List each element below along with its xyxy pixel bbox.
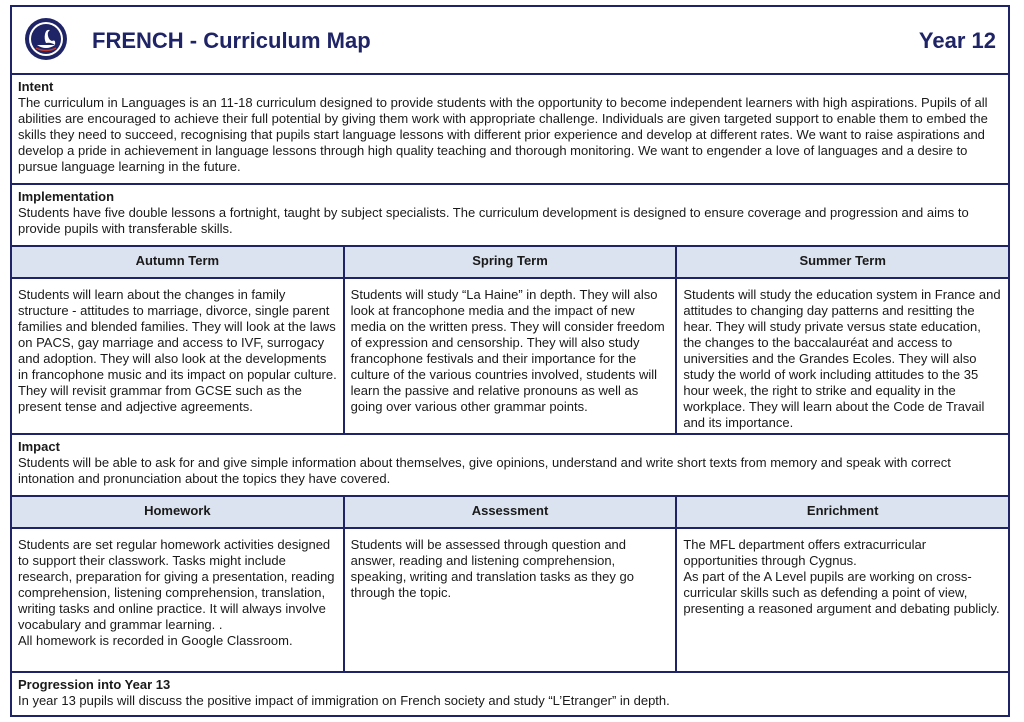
impact-heading: Impact [18, 439, 60, 454]
spring-term-heading: Spring Term [345, 247, 676, 279]
enrichment-heading: Enrichment [677, 497, 1008, 529]
summer-term-heading: Summer Term [677, 247, 1008, 279]
spring-term-text: Students will study “La Haine” in depth. They will also look at francophone media and the impact of new media on the written press. They will consider freedom of expression and censorship. They will also study francophone festivals and their importance for the culture of the various countries involved, students will learn the passive and relative pronouns as well as going over various other grammar points. [350, 287, 665, 414]
assessment-column [345, 497, 678, 671]
swan-logo-icon [24, 17, 68, 61]
intent-text: The curriculum in Languages is an 11-18 curriculum designed to provide students with the opportunity to become independent learners with high aspirations. Pupils of all abilities are encouraged to achieve their full potential by giving them work with appropriate challenge. Individuals are given targeted support to enable them to embed the skills they need to succeed, recognising that pupils start language lessons with different prior experience and develop at different rates. We want to raise aspirations and develop a pride in achievement in language lessons through high quality teaching and thorough monitoring. We want to engender a love of languages and a desire to pursue language learning in the future. [18, 95, 988, 174]
homework-heading: Homework [12, 497, 343, 529]
assessment-text: Students will be assessed through question and answer, reading and listening comprehension, speaking, writing and translation tasks as they go through the topic. [350, 537, 634, 600]
details-section [12, 497, 1008, 673]
impact-text: Students will be able to ask for and give simple information about themselves, give opinions, understand and write short texts from memory and speak with correct intonation and pronunciation about the topics they have covered. [18, 455, 951, 486]
implementation-section [12, 185, 1008, 247]
curriculum-map [10, 5, 1010, 717]
assessment-heading: Assessment [345, 497, 676, 529]
summer-term-text: Students will study the education system in France and attitudes to changing day patterns and resitting the hear. They will study private versus state education, the changes to the baccalauréat and access to universities and the Grandes Ecoles. They will also study the world of work including attitudes to the 35 hour week, the right to strike and equality in the workplace. They will learn about the Code de Travail and its importance. [683, 287, 1001, 430]
spring-term-column [345, 247, 678, 433]
terms-section [12, 247, 1008, 435]
intent-section [12, 75, 1008, 185]
homework-text: Students are set regular homework activities designed to support their classwork. Tasks might include research, preparation for giving a presentation, reading comprehension, listening comprehension, translation, writing tasks and online practice. It will always involve vocabulary and grammar learning. . All homework is recorded in Google Classroom. [18, 537, 335, 648]
impact-section [12, 435, 1008, 497]
autumn-term-heading: Autumn Term [12, 247, 343, 279]
page-title: FRENCH - Curriculum Map [92, 28, 371, 53]
homework-column [12, 497, 345, 671]
progression-heading: Progression into Year 13 [18, 677, 171, 692]
enrichment-text: The MFL department offers extracurricular opportunities through Cygnus. As part of the A Level pupils are working on cross-curricular skills such as defending a point of view, presenting a reasoned argument and debating publicly. [683, 537, 1000, 616]
intent-heading: Intent [18, 79, 54, 94]
progression-section [12, 673, 1008, 715]
enrichment-column [677, 497, 1008, 671]
progression-text: In year 13 pupils will discuss the positive impact of immigration on French society and study “L’Etranger” in depth. [18, 693, 670, 708]
autumn-term-text: Students will learn about the changes in family structure - attitudes to marriage, divorce, single parent families and blended families. They will look at the laws on PACS, gay marriage and access to IVF, surrogacy and adoption. They will also look at the developments in francophone music and its impact on popular culture. They will revisit grammar from GCSE such as the present tense and adjective agreements. [18, 287, 337, 414]
summer-term-column [677, 247, 1008, 433]
autumn-term-column [12, 247, 345, 433]
page-header [12, 7, 1008, 75]
year-label: Year 12 [918, 28, 996, 53]
implementation-heading: Implementation [18, 189, 115, 204]
implementation-text: Students have five double lessons a fortnight, taught by subject specialists. The curriculum development is designed to ensure coverage and progression and aims to provide pupils with transferable skills. [18, 205, 969, 236]
